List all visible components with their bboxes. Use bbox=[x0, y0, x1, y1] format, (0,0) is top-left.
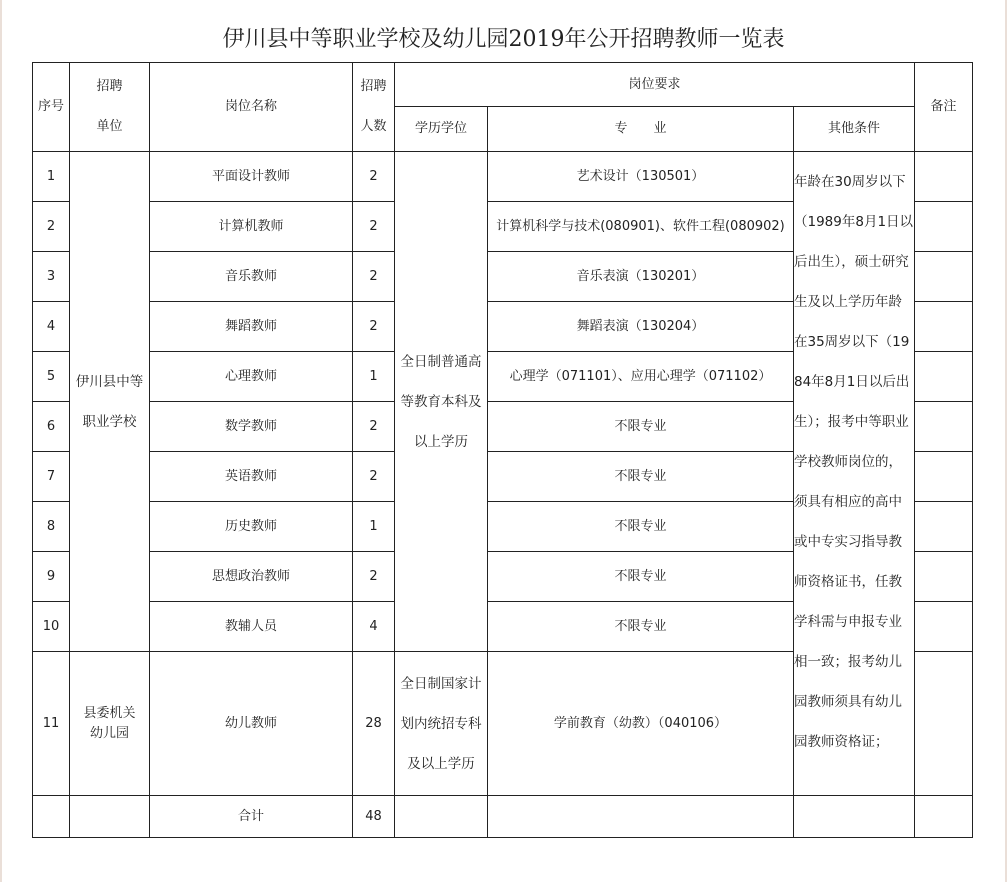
row-major: 心理学（071101）、应用心理学（071102） bbox=[488, 352, 794, 402]
header-unit bbox=[70, 63, 150, 152]
row-count: 28 bbox=[353, 652, 395, 796]
total-major bbox=[488, 796, 794, 838]
header-requirements: 岗位要求 bbox=[395, 63, 915, 107]
row-note bbox=[915, 302, 973, 352]
row-note bbox=[915, 652, 973, 796]
row-seq: 8 bbox=[33, 502, 70, 552]
row-major: 不限专业 bbox=[488, 552, 794, 602]
header-position: 岗位名称 bbox=[150, 63, 353, 152]
education-kindergarten: 全日制国家计划内统招专科及以上学历 bbox=[395, 652, 488, 796]
row-count: 2 bbox=[353, 552, 395, 602]
header-unit-line2: 单位 bbox=[96, 119, 123, 134]
row-seq: 6 bbox=[33, 402, 70, 452]
row-position: 教辅人员 bbox=[150, 602, 353, 652]
header-major: 专 业 bbox=[488, 107, 794, 152]
header-count bbox=[353, 63, 395, 152]
unit-kindergarten-line1: 县委机关 bbox=[83, 705, 136, 721]
row-major: 不限专业 bbox=[488, 402, 794, 452]
row-position: 心理教师 bbox=[150, 352, 353, 402]
row-seq: 4 bbox=[33, 302, 70, 352]
row-note bbox=[915, 552, 973, 602]
row-count: 2 bbox=[353, 252, 395, 302]
recruitment-table bbox=[32, 62, 973, 838]
row-count: 1 bbox=[353, 352, 395, 402]
total-education bbox=[395, 796, 488, 838]
education-vocational: 全日制普通高等教育本科及以上学历 bbox=[395, 152, 488, 652]
row-count: 1 bbox=[353, 502, 395, 552]
row-count: 2 bbox=[353, 202, 395, 252]
total-row bbox=[33, 796, 973, 838]
row-position: 历史教师 bbox=[150, 502, 353, 552]
row-position: 音乐教师 bbox=[150, 252, 353, 302]
row-note bbox=[915, 152, 973, 202]
row-major: 计算机科学与技术(080901)、软件工程(080902) bbox=[488, 202, 794, 252]
row-major: 不限专业 bbox=[488, 502, 794, 552]
row-major: 艺术设计（130501） bbox=[488, 152, 794, 202]
header-count-line1: 招聘 bbox=[360, 79, 387, 94]
row-note bbox=[915, 502, 973, 552]
row-count: 2 bbox=[353, 452, 395, 502]
row-note bbox=[915, 402, 973, 452]
total-note bbox=[915, 796, 973, 838]
row-position: 平面设计教师 bbox=[150, 152, 353, 202]
header-seq: 序号 bbox=[33, 63, 70, 152]
row-position: 数学教师 bbox=[150, 402, 353, 452]
total-other bbox=[794, 796, 915, 838]
row-count: 2 bbox=[353, 402, 395, 452]
row-major: 音乐表演（130201） bbox=[488, 252, 794, 302]
row-seq: 10 bbox=[33, 602, 70, 652]
page-title: 伊川县中等职业学校及幼儿园2019年公开招聘教师一览表 bbox=[222, 27, 785, 52]
row-major: 学前教育（幼教）（040106） bbox=[488, 652, 794, 796]
row-count: 2 bbox=[353, 152, 395, 202]
row-note bbox=[915, 352, 973, 402]
total-seq bbox=[33, 796, 70, 838]
row-position: 计算机教师 bbox=[150, 202, 353, 252]
row-seq: 5 bbox=[33, 352, 70, 402]
unit-kindergarten bbox=[70, 652, 150, 796]
header-other: 其他条件 bbox=[794, 107, 915, 152]
other-conditions: 年龄在30周岁以下（1989年8月1日以后出生），硕士研究生及以上学历年龄在35周岁以下（1984年8月1日以后出生）；报考中等职业学校教师岗位的，须具有相应的高中或中专实习指导教师资格证书，任教学科需与申报专业相一致；报考幼儿园教师须具有幼儿园教师资格证； bbox=[794, 152, 915, 796]
row-position: 思想政治教师 bbox=[150, 552, 353, 602]
row-seq: 9 bbox=[33, 552, 70, 602]
row-seq: 1 bbox=[33, 152, 70, 202]
row-major: 舞蹈表演（130204） bbox=[488, 302, 794, 352]
row-count: 2 bbox=[353, 302, 395, 352]
total-count: 48 bbox=[353, 796, 395, 838]
row-seq: 11 bbox=[33, 652, 70, 796]
page-border-left bbox=[0, 0, 2, 882]
header-unit-line1: 招聘 bbox=[96, 79, 123, 94]
row-note bbox=[915, 452, 973, 502]
header-count-line2: 人数 bbox=[360, 119, 387, 134]
row-note bbox=[915, 602, 973, 652]
header-note: 备注 bbox=[915, 63, 973, 152]
unit-vocational: 伊川县中等职业学校 bbox=[70, 152, 150, 652]
total-unit bbox=[70, 796, 150, 838]
row-count: 4 bbox=[353, 602, 395, 652]
header-row-1 bbox=[33, 63, 973, 107]
row-seq: 3 bbox=[33, 252, 70, 302]
row-position: 幼儿教师 bbox=[150, 652, 353, 796]
row-major: 不限专业 bbox=[488, 602, 794, 652]
row-position: 英语教师 bbox=[150, 452, 353, 502]
unit-kindergarten-line2: 幼儿园 bbox=[89, 725, 129, 741]
table-row bbox=[33, 152, 973, 202]
total-label: 合计 bbox=[150, 796, 353, 838]
row-seq: 7 bbox=[33, 452, 70, 502]
row-note bbox=[915, 202, 973, 252]
header-education: 学历学位 bbox=[395, 107, 488, 152]
row-major: 不限专业 bbox=[488, 452, 794, 502]
row-note bbox=[915, 252, 973, 302]
row-position: 舞蹈教师 bbox=[150, 302, 353, 352]
row-seq: 2 bbox=[33, 202, 70, 252]
